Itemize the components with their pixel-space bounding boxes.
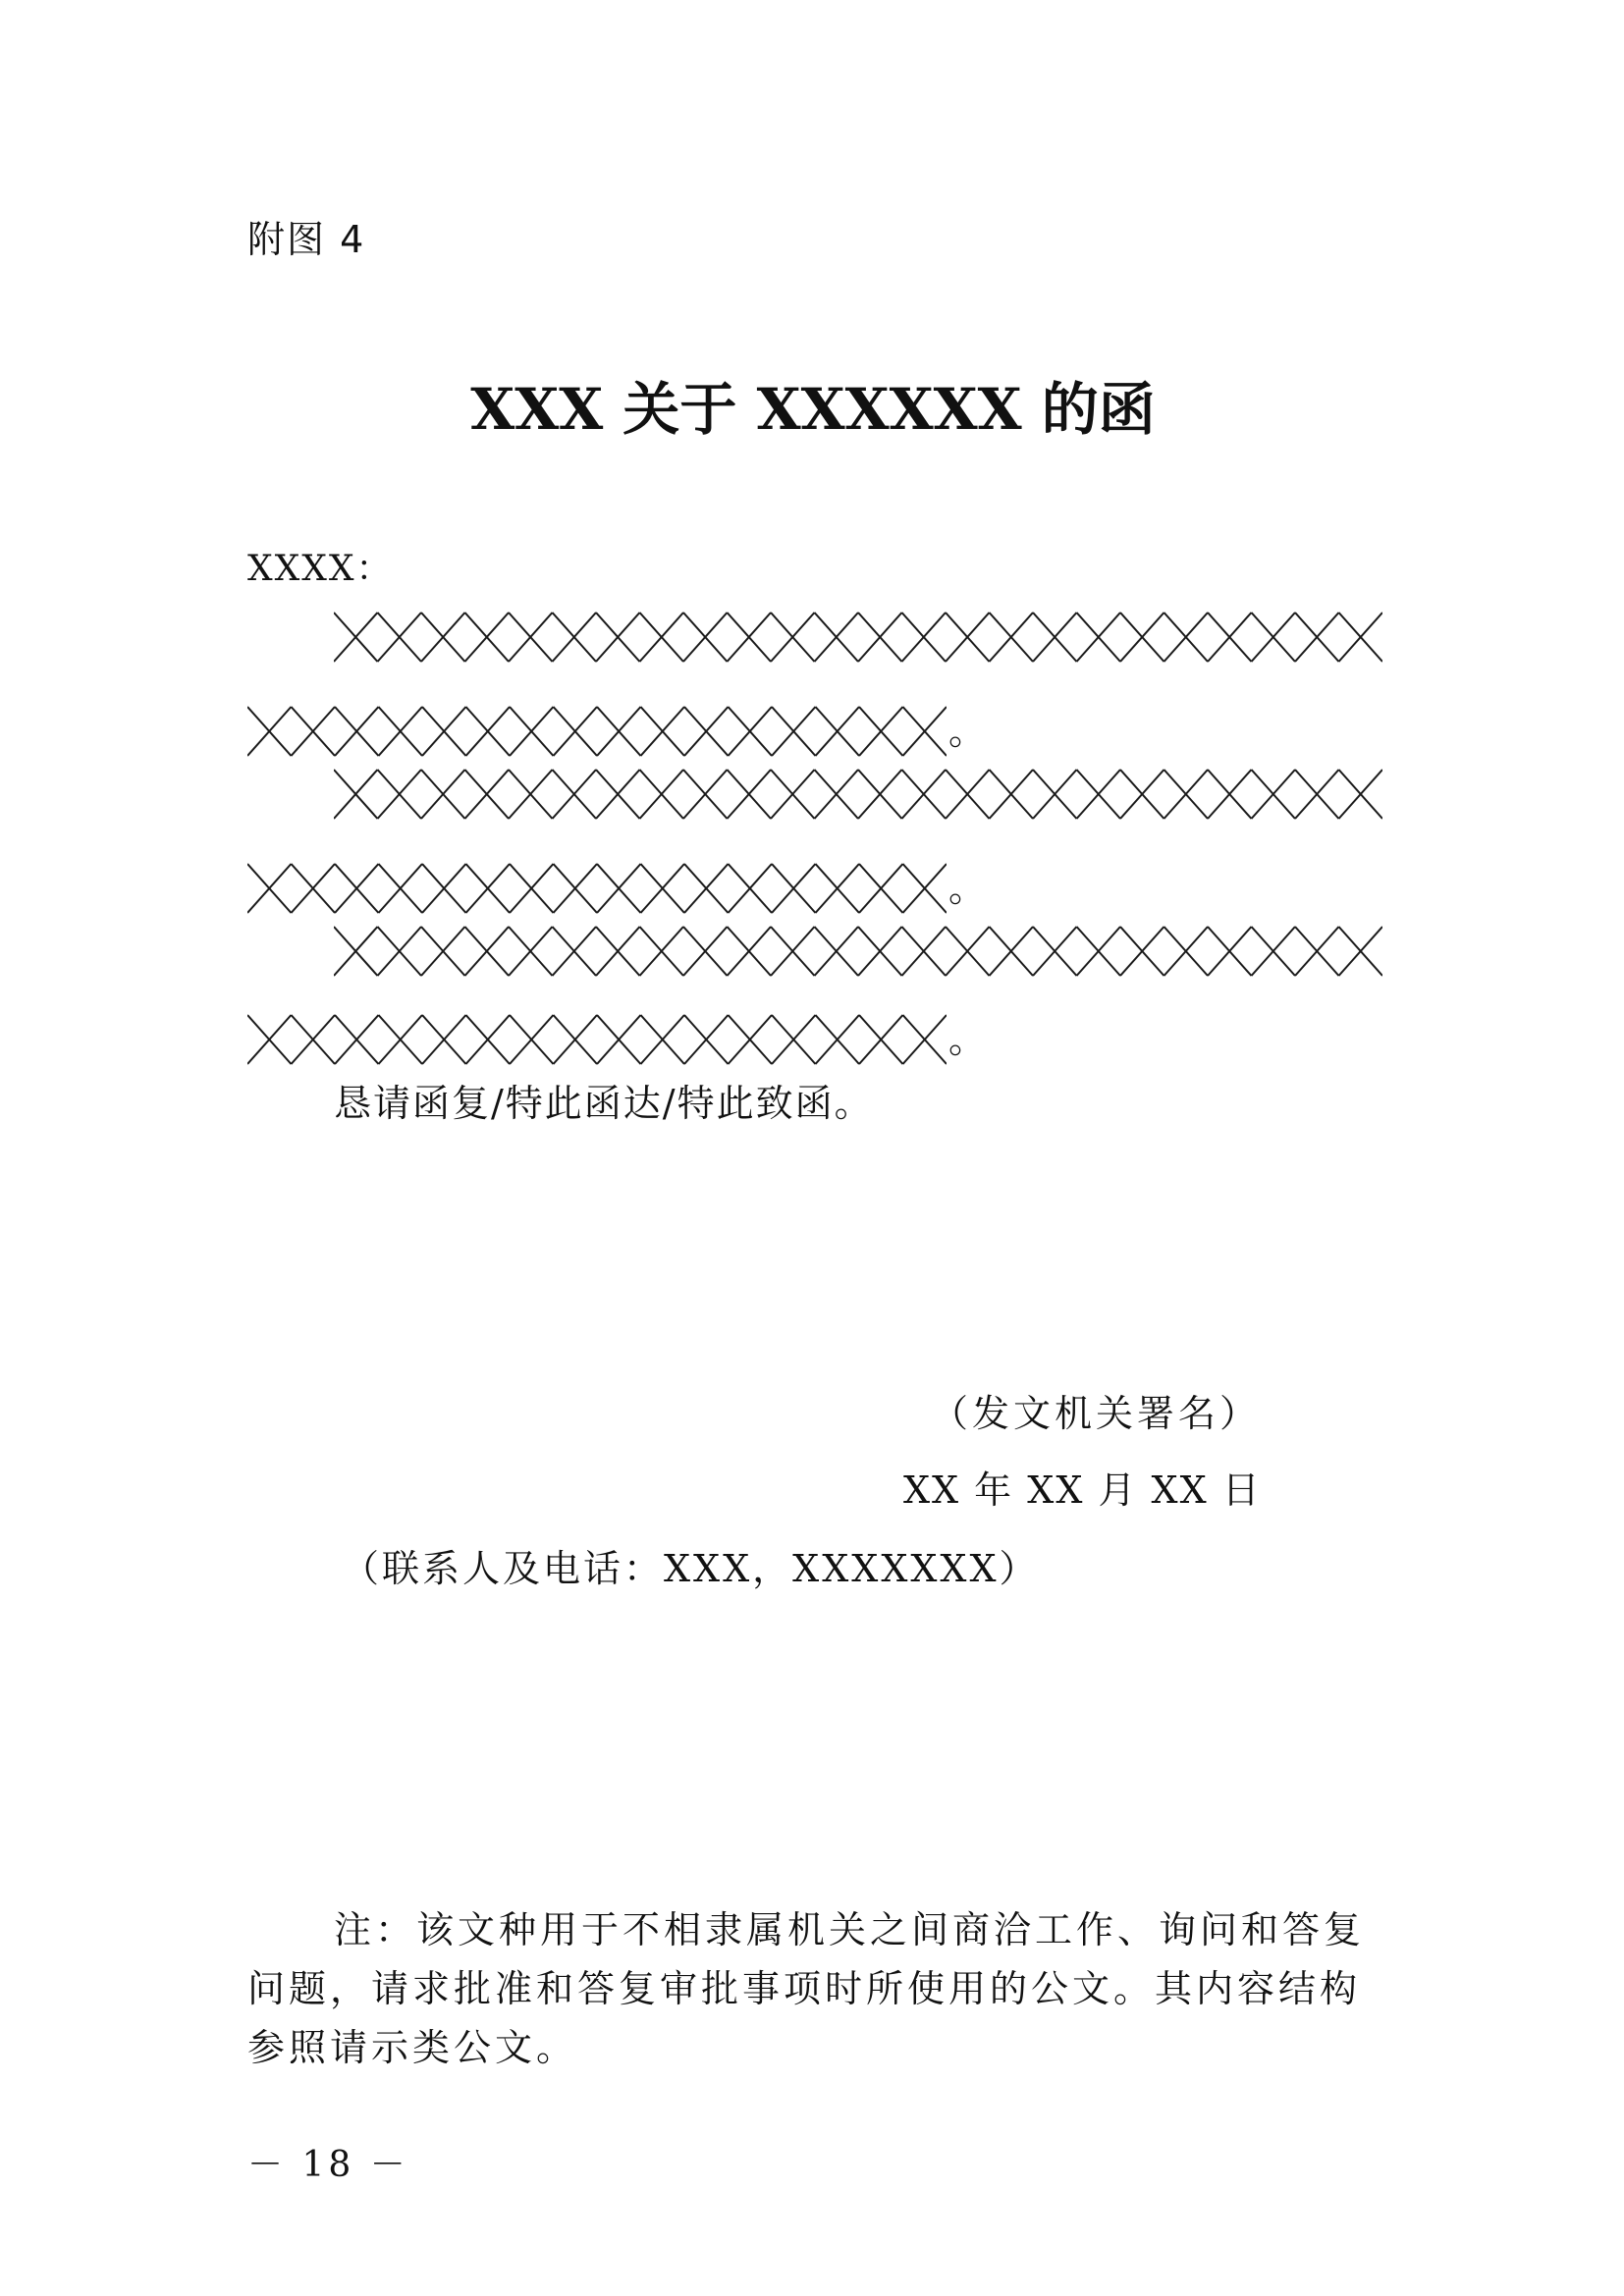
- x-mark: [640, 770, 684, 819]
- closing-line: 恳请函复/特此函达/特此致函。: [334, 1082, 874, 1125]
- x-mark: [596, 770, 640, 819]
- x-mark: [1077, 613, 1121, 662]
- x-mark: [334, 770, 378, 819]
- placeholder-marks: [247, 1011, 947, 1068]
- x-mark: [771, 613, 815, 662]
- x-mark: [946, 927, 990, 976]
- x-mark: [815, 770, 859, 819]
- x-mark: [509, 927, 553, 976]
- salutation: XXXX：: [247, 549, 394, 589]
- paragraph-1-line-1: [334, 609, 1382, 666]
- footnote-text: 注：该文种用于不相隶属机关之间商洽工作、询问和答复问题，请求批准和答复审批事项时所使用的公文。其内容结构参照请示类公文。: [247, 1908, 1366, 2069]
- x-mark: [554, 707, 598, 756]
- x-mark: [859, 864, 903, 913]
- paragraph-2-line-1: [334, 766, 1382, 823]
- x-mark: [640, 613, 684, 662]
- x-mark: [903, 707, 947, 756]
- x-mark: [772, 1015, 816, 1064]
- x-mark: [247, 864, 292, 913]
- x-mark: [728, 927, 772, 976]
- x-mark: [553, 770, 597, 819]
- x-mark: [1208, 927, 1252, 976]
- x-mark: [903, 1015, 947, 1064]
- x-mark: [553, 927, 597, 976]
- x-mark: [640, 927, 684, 976]
- x-mark: [684, 864, 729, 913]
- x-mark: [466, 707, 511, 756]
- x-mark: [334, 613, 378, 662]
- x-mark: [728, 613, 772, 662]
- x-mark: [859, 1015, 903, 1064]
- x-mark: [1208, 770, 1252, 819]
- x-mark: [596, 613, 640, 662]
- x-mark: [466, 864, 511, 913]
- x-mark: [772, 707, 816, 756]
- x-mark: [509, 770, 553, 819]
- x-mark: [379, 1015, 423, 1064]
- paragraph-1-line-2: [247, 703, 986, 760]
- x-mark: [683, 927, 728, 976]
- x-mark: [729, 864, 773, 913]
- x-mark: [990, 613, 1034, 662]
- x-mark: [292, 707, 336, 756]
- x-mark: [247, 1015, 292, 1064]
- attachment-label: 附图 4: [247, 218, 366, 261]
- x-mark: [816, 1015, 860, 1064]
- x-mark: [772, 864, 816, 913]
- x-mark: [1164, 927, 1209, 976]
- paragraph-3-line-1: [334, 923, 1382, 980]
- x-mark: [597, 864, 641, 913]
- paragraph-end-punct: 。: [948, 867, 987, 910]
- x-mark: [990, 927, 1034, 976]
- x-mark: [771, 770, 815, 819]
- x-mark: [946, 613, 990, 662]
- x-mark: [902, 770, 947, 819]
- x-mark: [1339, 927, 1383, 976]
- x-mark: [421, 770, 465, 819]
- x-mark: [1252, 927, 1296, 976]
- document-title: XXX 关于 XXXXXX 的函: [470, 376, 1156, 443]
- x-mark: [1295, 613, 1339, 662]
- x-mark: [903, 864, 947, 913]
- x-mark: [816, 864, 860, 913]
- page-number: － 18 －: [247, 2145, 409, 2185]
- x-mark: [641, 864, 685, 913]
- x-mark: [465, 927, 510, 976]
- x-mark: [729, 707, 773, 756]
- x-mark: [335, 864, 379, 913]
- x-mark: [292, 1015, 336, 1064]
- x-mark: [510, 707, 554, 756]
- x-mark: [379, 864, 423, 913]
- paragraph-end-punct: 。: [948, 710, 987, 753]
- x-mark: [597, 1015, 641, 1064]
- x-mark: [335, 1015, 379, 1064]
- x-mark: [729, 1015, 773, 1064]
- x-mark: [1033, 613, 1077, 662]
- x-mark: [554, 864, 598, 913]
- x-mark: [728, 770, 772, 819]
- placeholder-marks: [247, 860, 947, 917]
- x-mark: [509, 613, 553, 662]
- x-mark: [1208, 613, 1252, 662]
- issuer-signature: （发文机关署名）: [931, 1392, 1262, 1435]
- x-mark: [465, 770, 510, 819]
- x-mark: [1339, 770, 1383, 819]
- x-mark: [902, 927, 947, 976]
- x-mark: [510, 1015, 554, 1064]
- x-mark: [902, 613, 947, 662]
- x-mark: [1077, 927, 1121, 976]
- x-mark: [1120, 927, 1164, 976]
- x-mark: [858, 613, 902, 662]
- x-mark: [510, 864, 554, 913]
- x-mark: [1077, 770, 1121, 819]
- x-mark: [1033, 770, 1077, 819]
- x-mark: [378, 927, 422, 976]
- x-mark: [771, 927, 815, 976]
- paragraph-2-line-2: [247, 860, 986, 917]
- issue-date: XX 年 XX 月 XX 日: [903, 1468, 1262, 1512]
- placeholder-marks: [334, 923, 1382, 980]
- x-mark: [334, 927, 378, 976]
- x-mark: [1295, 770, 1339, 819]
- x-mark: [379, 707, 423, 756]
- footnote: [247, 1900, 1386, 2077]
- x-mark: [1295, 927, 1339, 976]
- x-mark: [641, 707, 685, 756]
- x-mark: [1252, 613, 1296, 662]
- x-mark: [553, 613, 597, 662]
- x-mark: [1033, 927, 1077, 976]
- x-mark: [421, 927, 465, 976]
- x-mark: [990, 770, 1034, 819]
- x-mark: [554, 1015, 598, 1064]
- x-mark: [378, 613, 422, 662]
- x-mark: [1339, 613, 1383, 662]
- placeholder-marks: [334, 766, 1382, 823]
- paragraph-end-punct: 。: [948, 1018, 987, 1061]
- x-mark: [597, 707, 641, 756]
- x-mark: [858, 927, 902, 976]
- x-mark: [466, 1015, 511, 1064]
- x-mark: [946, 770, 990, 819]
- x-mark: [1252, 770, 1296, 819]
- x-mark: [684, 707, 729, 756]
- x-mark: [1164, 770, 1209, 819]
- x-mark: [422, 1015, 466, 1064]
- x-mark: [378, 770, 422, 819]
- x-mark: [683, 613, 728, 662]
- x-mark: [859, 707, 903, 756]
- paragraph-3-line-2: [247, 1011, 986, 1068]
- x-mark: [815, 613, 859, 662]
- x-mark: [641, 1015, 685, 1064]
- x-mark: [815, 927, 859, 976]
- x-mark: [684, 1015, 729, 1064]
- x-mark: [292, 864, 336, 913]
- placeholder-marks: [247, 703, 947, 760]
- x-mark: [596, 927, 640, 976]
- x-mark: [1120, 770, 1164, 819]
- x-mark: [1120, 613, 1164, 662]
- placeholder-marks: [334, 609, 1382, 666]
- x-mark: [858, 770, 902, 819]
- x-mark: [335, 707, 379, 756]
- x-mark: [1164, 613, 1209, 662]
- x-mark: [421, 613, 465, 662]
- x-mark: [683, 770, 728, 819]
- x-mark: [465, 613, 510, 662]
- x-mark: [816, 707, 860, 756]
- x-mark: [422, 864, 466, 913]
- x-mark: [422, 707, 466, 756]
- x-mark: [247, 707, 292, 756]
- contact-info: （联系人及电话：XXX，XXXXXXX）: [342, 1547, 1040, 1590]
